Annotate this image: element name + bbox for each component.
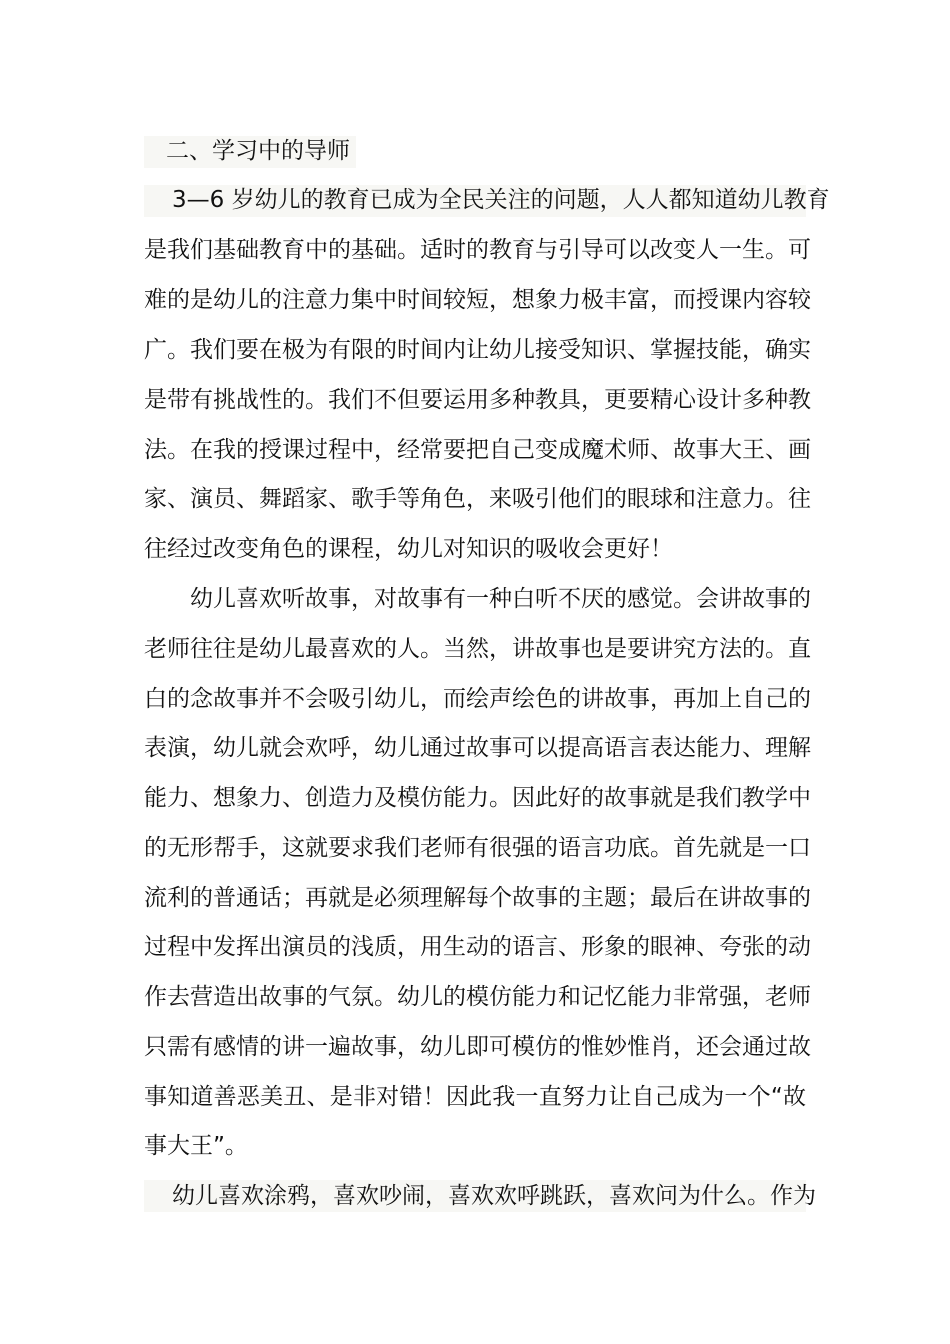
para2-line-6: 的无形帮手，这就要求我们老师有很强的语言功底。首先就是一口	[144, 835, 811, 861]
para2-line-7: 流利的普通话；再就是必须理解每个故事的主题；最后在讲故事的	[144, 885, 811, 911]
para2-line-1: 幼儿喜欢听故事，对故事有一种白听不厌的感觉。会讲故事的	[190, 586, 811, 612]
para2-line-8: 过程中发挥出演员的浅质，用生动的语言、形象的眼神、夸张的动	[144, 934, 811, 960]
para1-line-7: 家、演员、舞蹈家、歌手等角色，来吸引他们的眼球和注意力。往	[144, 486, 811, 512]
para1-line-5: 是带有挑战性的。我们不但要运用多种教具，更要精心设计多种教	[144, 387, 811, 413]
para1-line-6: 法。在我的授课过程中，经常要把自己变成魔术师、故事大王、画	[144, 437, 811, 463]
para2-line-4: 表演，幼儿就会欢呼，幼儿通过故事可以提高语言表达能力、理解	[144, 735, 811, 761]
para2-line-2: 老师往往是幼儿最喜欢的人。当然，讲故事也是要讲究方法的。直	[144, 636, 811, 662]
para3-line-1: 幼儿喜欢涂鸦，喜欢吵闹，喜欢欢呼跳跃，喜欢问为什么。作为	[172, 1183, 816, 1209]
para1-line-8: 往经过改变角色的课程，幼儿对知识的吸收会更好！	[144, 536, 673, 562]
para1-line-3: 难的是幼儿的注意力集中时间较短，想象力极丰富，而授课内容较	[144, 287, 811, 313]
para1-line-2: 是我们基础教育中的基础。适时的教育与引导可以改变人一生。可	[144, 237, 811, 263]
para2-line-5: 能力、想象力、创造力及模仿能力。因此好的故事就是我们教学中	[144, 785, 811, 811]
para2-line-12: 事大王”。	[144, 1133, 248, 1159]
para1-line-4: 广。我们要在极为有限的时间内让幼儿接受知识、掌握技能，确实	[144, 337, 811, 363]
para2-line-9: 作去营造出故事的气氛。幼儿的模仿能力和记忆能力非常强，老师	[144, 984, 811, 1010]
section-heading: 二、学习中的导师	[166, 138, 350, 164]
para2-line-11: 事知道善恶美丑、是非对错！因此我一直努力让自己成为一个“故	[144, 1084, 806, 1110]
para2-line-10: 只需有感情的讲一遍故事，幼儿即可模仿的惟妙惟肖，还会通过故	[144, 1034, 811, 1060]
para2-line-3: 白的念故事并不会吸引幼儿，而绘声绘色的讲故事，再加上自己的	[144, 686, 811, 712]
para1-line-1: 3—6 岁幼儿的教育已成为全民关注的问题，人人都知道幼儿教育	[172, 187, 830, 213]
